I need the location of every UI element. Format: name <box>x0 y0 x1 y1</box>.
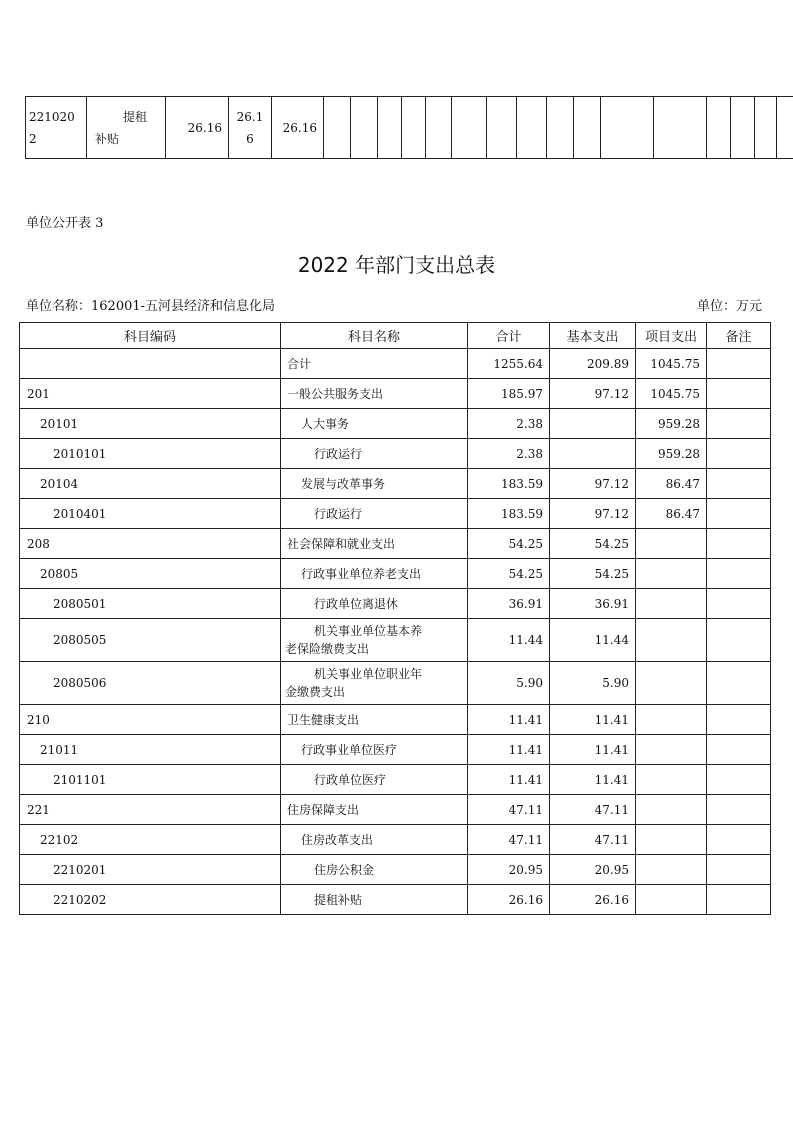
account-code: 2080501 <box>20 589 281 619</box>
table-row <box>20 349 771 379</box>
account-code: 208 <box>20 529 281 559</box>
account-code: 20805 <box>20 559 281 589</box>
table-row <box>20 589 771 619</box>
basic-cell: 209.89 <box>550 349 636 379</box>
account-name: 提租 补贴 <box>87 97 166 159</box>
basic-cell: 26.1 6 <box>229 97 272 159</box>
account-name: 卫生健康支出 <box>281 705 468 735</box>
header-note: 备注 <box>707 323 771 349</box>
unit-name: 单位名称：162001-五河县经济和信息化局 <box>26 299 276 314</box>
total-cell: 54.25 <box>468 529 550 559</box>
table-row <box>20 795 771 825</box>
total-cell: 11.41 <box>468 705 550 735</box>
basic-cell: 47.11 <box>550 795 636 825</box>
note-cell <box>707 469 771 499</box>
note-cell <box>707 885 771 915</box>
note-cell <box>707 379 771 409</box>
note-cell <box>707 855 771 885</box>
account-name: 发展与改革事务 <box>281 469 468 499</box>
total-cell: 2.38 <box>468 439 550 469</box>
account-code: 20101 <box>20 409 281 439</box>
account-name: 住房保障支出 <box>281 795 468 825</box>
account-name: 行政事业单位医疗 <box>281 735 468 765</box>
note-cell <box>707 349 771 379</box>
account-name: 行政运行 <box>281 439 468 469</box>
unit-label: 单位：万元 <box>696 299 762 314</box>
project-cell <box>636 662 707 705</box>
table-row <box>20 559 771 589</box>
account-name: 行政单位医疗 <box>281 765 468 795</box>
account-name: 提租补贴 <box>281 885 468 915</box>
table-row <box>20 469 771 499</box>
account-code: 210 <box>20 705 281 735</box>
table-row <box>20 735 771 765</box>
basic-cell: 97.12 <box>550 379 636 409</box>
total-cell: 185.97 <box>468 379 550 409</box>
account-code: 20104 <box>20 469 281 499</box>
project-cell: 959.28 <box>636 409 707 439</box>
total-cell: 11.41 <box>468 765 550 795</box>
account-code: 221020 2 <box>26 97 87 159</box>
project-cell <box>636 559 707 589</box>
table-row <box>20 379 771 409</box>
account-code: 2101101 <box>20 765 281 795</box>
account-code: 221 <box>20 795 281 825</box>
total-cell: 5.90 <box>468 662 550 705</box>
basic-cell: 11.41 <box>550 735 636 765</box>
header-name: 科目名称 <box>281 323 468 349</box>
total-cell: 2.38 <box>468 409 550 439</box>
total-cell: 47.11 <box>468 825 550 855</box>
project-cell <box>636 589 707 619</box>
header-code: 科目编码 <box>20 323 281 349</box>
header-row <box>20 323 771 349</box>
header-total: 合计 <box>468 323 550 349</box>
basic-cell: 5.90 <box>550 662 636 705</box>
account-code: 2080505 <box>20 619 281 662</box>
table-row <box>20 885 771 915</box>
note-cell <box>707 499 771 529</box>
account-name: 合计 <box>281 349 468 379</box>
table-row <box>20 529 771 559</box>
note-cell <box>707 589 771 619</box>
basic-cell: 26.16 <box>550 885 636 915</box>
account-name: 行政事业单位养老支出 <box>281 559 468 589</box>
total-cell: 47.11 <box>468 795 550 825</box>
total-cell: 26.16 <box>166 97 229 159</box>
total-cell: 26.16 <box>468 885 550 915</box>
account-name: 机关事业单位基本养 老保险缴费支出 <box>281 619 468 662</box>
basic-cell: 54.25 <box>550 529 636 559</box>
note-cell <box>707 662 771 705</box>
project-cell: 1045.75 <box>636 379 707 409</box>
table-row <box>20 765 771 795</box>
total-cell: 11.41 <box>468 735 550 765</box>
table-row <box>20 825 771 855</box>
table-row <box>20 409 771 439</box>
page-title: 2022 年部门支出总表 <box>297 253 496 277</box>
table-row <box>20 662 771 705</box>
basic-cell: 47.11 <box>550 825 636 855</box>
project-cell <box>636 705 707 735</box>
total-cell: 1255.64 <box>468 349 550 379</box>
note-cell <box>707 409 771 439</box>
table-label: 单位公开表 3 <box>26 216 104 231</box>
project-cell <box>636 735 707 765</box>
basic-cell: 97.12 <box>550 499 636 529</box>
project-cell: 86.47 <box>636 469 707 499</box>
total-cell: 183.59 <box>468 499 550 529</box>
personnel-cell: 26.16 <box>272 97 324 159</box>
total-cell: 20.95 <box>468 855 550 885</box>
total-cell: 54.25 <box>468 559 550 589</box>
account-name: 机关事业单位职业年 金缴费支出 <box>281 662 468 705</box>
basic-cell <box>550 409 636 439</box>
project-cell <box>636 529 707 559</box>
project-cell <box>636 885 707 915</box>
account-name: 住房公积金 <box>281 855 468 885</box>
basic-cell: 11.41 <box>550 765 636 795</box>
table-row <box>20 439 771 469</box>
project-cell <box>636 855 707 885</box>
continued-table <box>25 96 793 159</box>
account-code <box>20 349 281 379</box>
account-name: 行政单位离退休 <box>281 589 468 619</box>
account-name: 人大事务 <box>281 409 468 439</box>
account-name: 一般公共服务支出 <box>281 379 468 409</box>
account-code: 2010101 <box>20 439 281 469</box>
project-cell <box>636 795 707 825</box>
basic-cell: 20.95 <box>550 855 636 885</box>
note-cell <box>707 559 771 589</box>
project-cell <box>636 825 707 855</box>
note-cell <box>707 825 771 855</box>
header-project: 项目支出 <box>636 323 707 349</box>
note-cell <box>707 705 771 735</box>
total-cell: 11.44 <box>468 619 550 662</box>
basic-cell: 11.41 <box>550 705 636 735</box>
total-cell: 183.59 <box>468 469 550 499</box>
account-code: 201 <box>20 379 281 409</box>
basic-cell <box>550 439 636 469</box>
expenditure-table <box>19 322 771 915</box>
table-row <box>20 499 771 529</box>
project-cell: 959.28 <box>636 439 707 469</box>
note-cell <box>707 439 771 469</box>
table-row <box>20 705 771 735</box>
total-cell: 36.91 <box>468 589 550 619</box>
project-cell: 86.47 <box>636 499 707 529</box>
account-code: 2210202 <box>20 885 281 915</box>
note-cell <box>707 529 771 559</box>
account-code: 22102 <box>20 825 281 855</box>
account-code: 21011 <box>20 735 281 765</box>
header-basic: 基本支出 <box>550 323 636 349</box>
account-name: 社会保障和就业支出 <box>281 529 468 559</box>
basic-cell: 54.25 <box>550 559 636 589</box>
project-cell <box>636 619 707 662</box>
table-row <box>20 855 771 885</box>
basic-cell: 11.44 <box>550 619 636 662</box>
account-code: 2210201 <box>20 855 281 885</box>
account-name: 行政运行 <box>281 499 468 529</box>
table-row <box>20 619 771 662</box>
project-cell: 1045.75 <box>636 349 707 379</box>
note-cell <box>707 795 771 825</box>
note-cell <box>707 735 771 765</box>
account-name: 住房改革支出 <box>281 825 468 855</box>
account-code: 2010401 <box>20 499 281 529</box>
table-row <box>26 97 793 159</box>
note-cell <box>707 619 771 662</box>
note-cell <box>707 765 771 795</box>
project-cell <box>636 765 707 795</box>
basic-cell: 36.91 <box>550 589 636 619</box>
basic-cell: 97.12 <box>550 469 636 499</box>
account-code: 2080506 <box>20 662 281 705</box>
